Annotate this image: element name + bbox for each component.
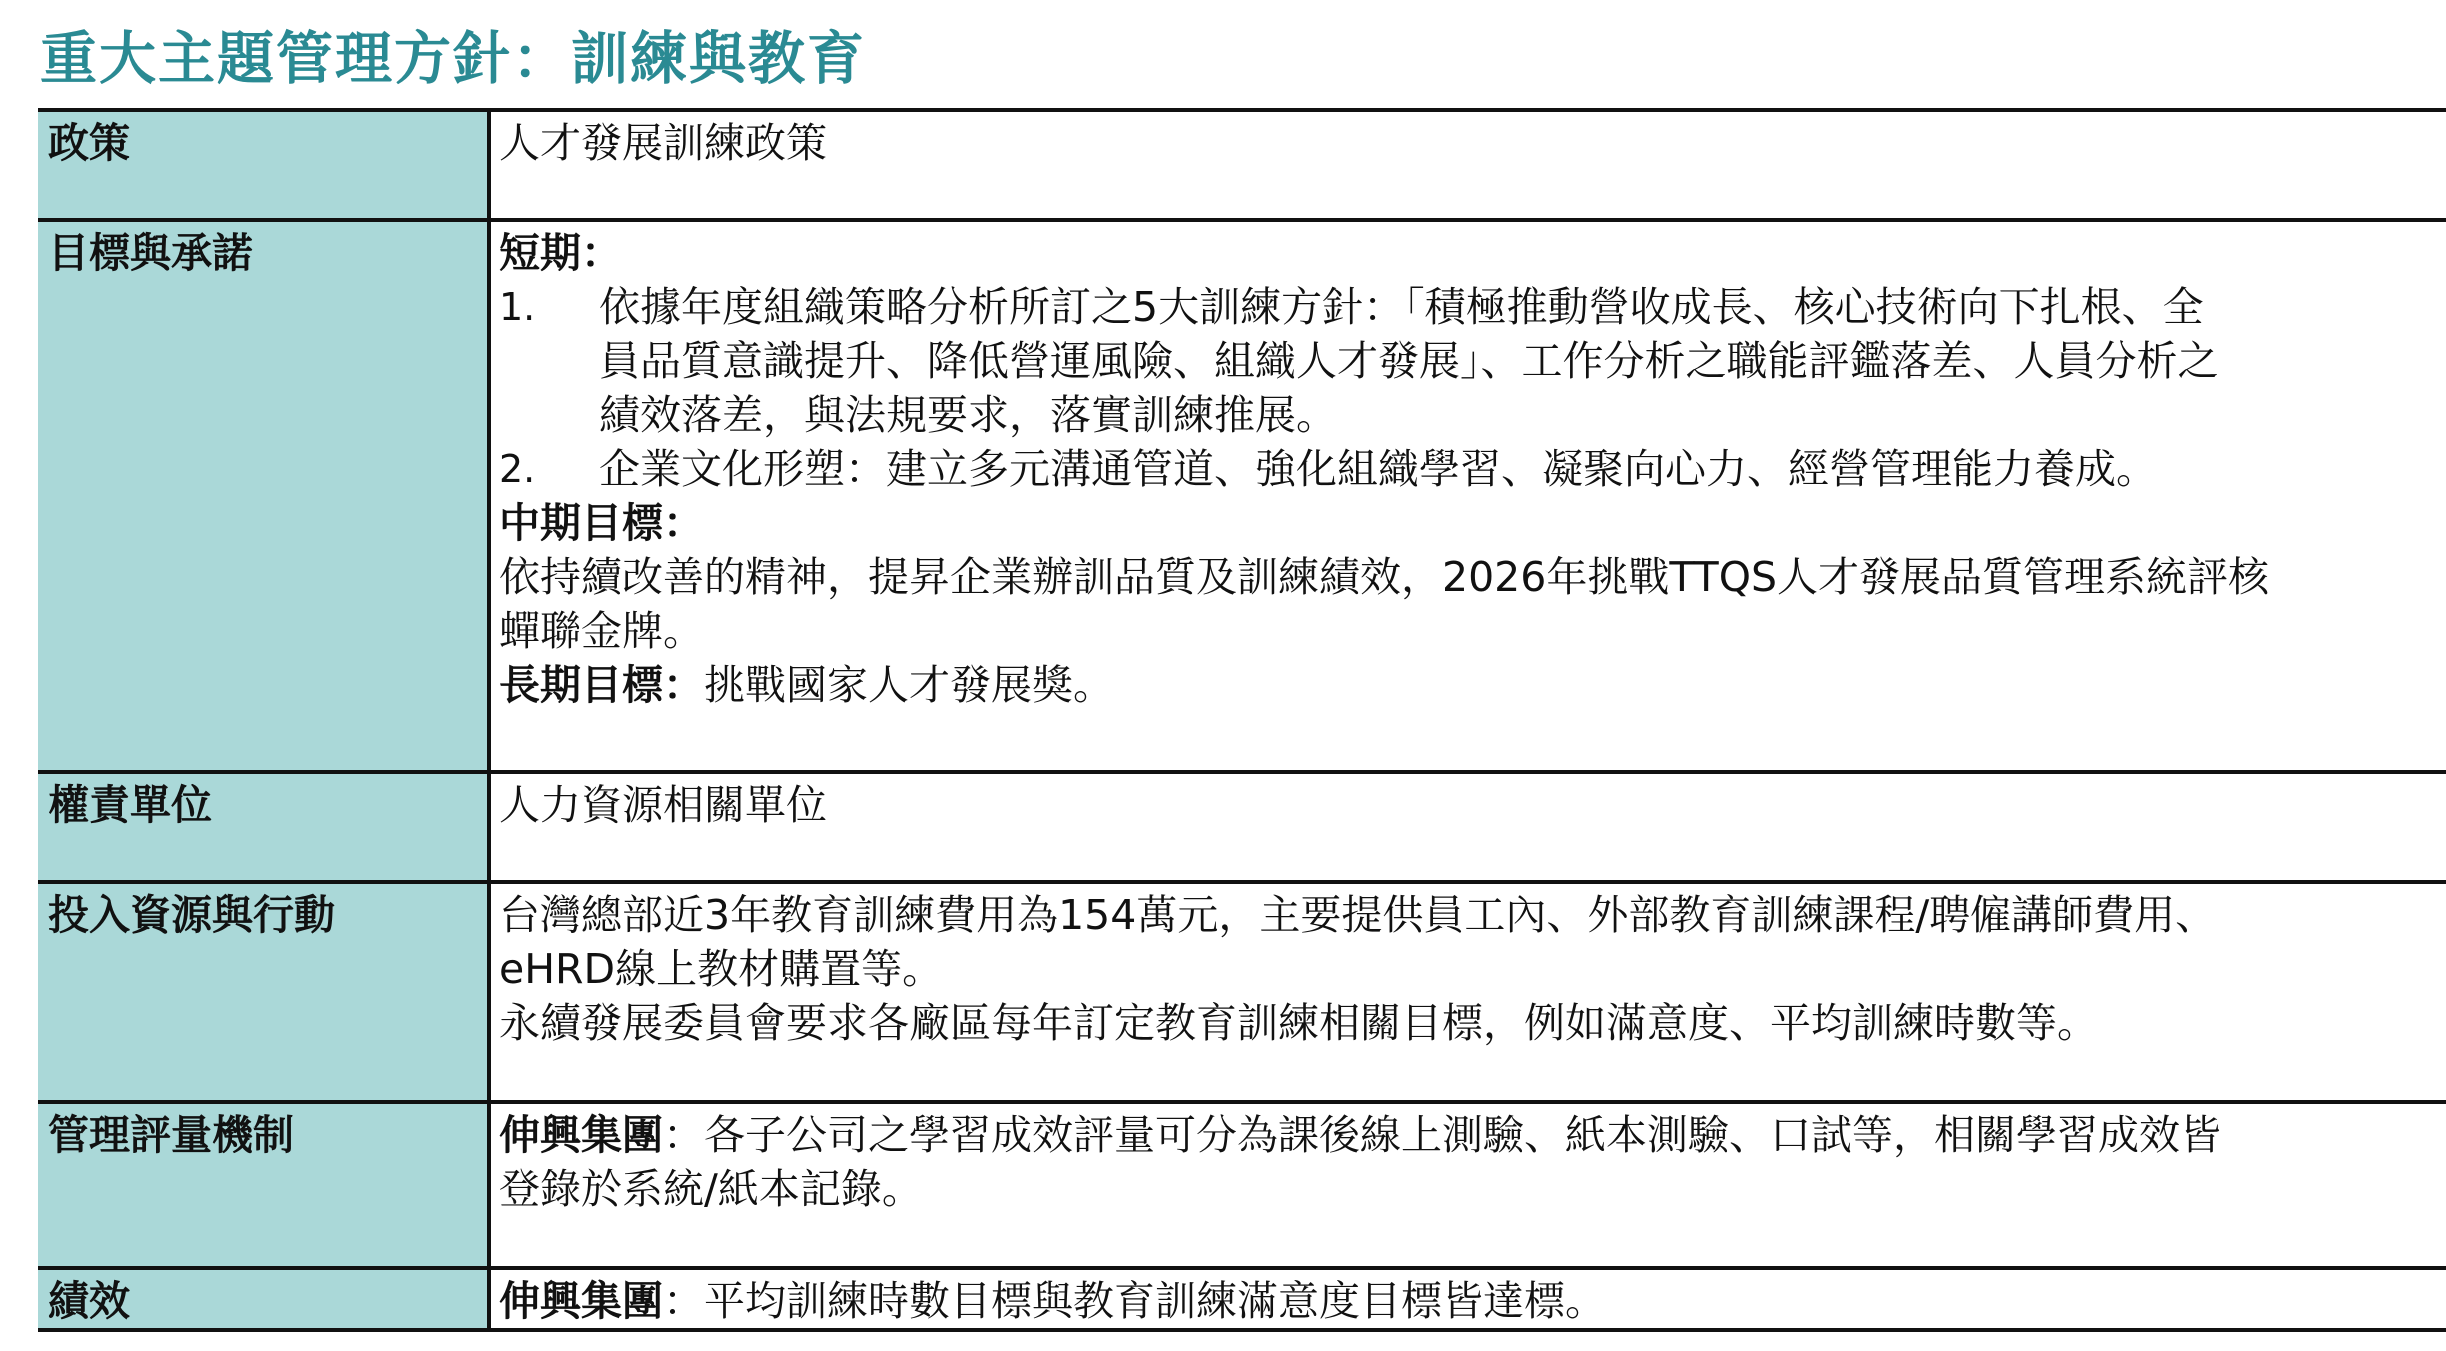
responsibility-text: 人力資源相關單位 <box>499 781 827 829</box>
row-label-goals: 目標與承諾 <box>38 220 489 772</box>
list-item-line: 企業文化形塑：建立多元溝通管道、強化組織學習、凝聚向心力、經營管理能力養成。 <box>599 445 2157 493</box>
table-row-policy <box>38 110 2446 220</box>
mid-term-heading: 中期目標： <box>499 499 704 547</box>
group-name: 伸興集團 <box>499 1277 663 1325</box>
list-item <box>499 280 2446 442</box>
evaluation-text: ：各子公司之學習成效評量可分為課後線上測驗、紙本測驗、口試等，相關學習成效皆 <box>663 1111 2221 1159</box>
group-name: 伸興集團 <box>499 1111 663 1159</box>
row-content-evaluation <box>489 1102 2446 1268</box>
list-item-number: 1. <box>499 285 536 329</box>
list-item-line: 績效落差，與法規要求，落實訓練推展。 <box>599 391 1337 439</box>
policy-text: 人才發展訓練政策 <box>499 119 827 167</box>
row-content-policy <box>489 110 2446 220</box>
performance-text: ：平均訓練時數目標與教育訓練滿意度目標皆達標。 <box>663 1277 1606 1325</box>
management-approach-table <box>38 108 2446 1332</box>
row-content-investment <box>489 882 2446 1102</box>
row-label-responsibility: 權責單位 <box>38 772 489 882</box>
short-term-heading: 短期： <box>499 229 622 277</box>
row-label-performance: 績效 <box>38 1268 489 1330</box>
investment-line: 永續發展委員會要求各廠區每年訂定教育訓練相關目標，例如滿意度、平均訓練時數等。 <box>499 999 2098 1047</box>
page-title: 重大主題管理方針：訓練與教育 <box>40 26 866 92</box>
list-item-number: 2. <box>499 447 536 491</box>
row-content-responsibility <box>489 772 2446 882</box>
row-label-evaluation: 管理評量機制 <box>38 1102 489 1268</box>
investment-line: 台灣總部近3年教育訓練費用為154萬元，主要提供員工內、外部教育訓練課程/聘僱講師費用、 <box>499 891 2217 939</box>
row-content-performance <box>489 1268 2446 1330</box>
performance-line <box>499 1274 2446 1328</box>
long-term-text: 挑戰國家人才發展獎。 <box>704 661 1114 709</box>
investment-line: eHRD線上教材購置等。 <box>499 945 944 993</box>
long-term-heading: 長期目標： <box>499 661 704 709</box>
evaluation-line: 登錄於系統/紙本記錄。 <box>499 1165 923 1213</box>
table-row-goals <box>38 220 2446 772</box>
table-row-responsibility <box>38 772 2446 882</box>
long-term-goal <box>499 658 2446 712</box>
mid-term-line: 蟬聯金牌。 <box>499 607 704 655</box>
table-row-evaluation <box>38 1102 2446 1268</box>
table-row-performance <box>38 1268 2446 1330</box>
row-label-policy: 政策 <box>38 110 489 220</box>
mid-term-line: 依持續改善的精神，提昇企業辦訓品質及訓練績效，2026年挑戰TTQS人才發展品質管理系統評核 <box>499 553 2270 601</box>
list-item-line: 依據年度組織策略分析所訂之5大訓練方針：「積極推動營收成長、核心技術向下扎根、全 <box>599 283 2204 331</box>
list-item-line: 員品質意識提升、降低營運風險、組織人才發展」、工作分析之職能評鑑落差、人員分析之 <box>599 337 2219 385</box>
list-item <box>499 442 2446 496</box>
evaluation-line <box>499 1108 2446 1162</box>
table-row-investment <box>38 882 2446 1102</box>
row-label-investment: 投入資源與行動 <box>38 882 489 1102</box>
row-content-goals <box>489 220 2446 772</box>
